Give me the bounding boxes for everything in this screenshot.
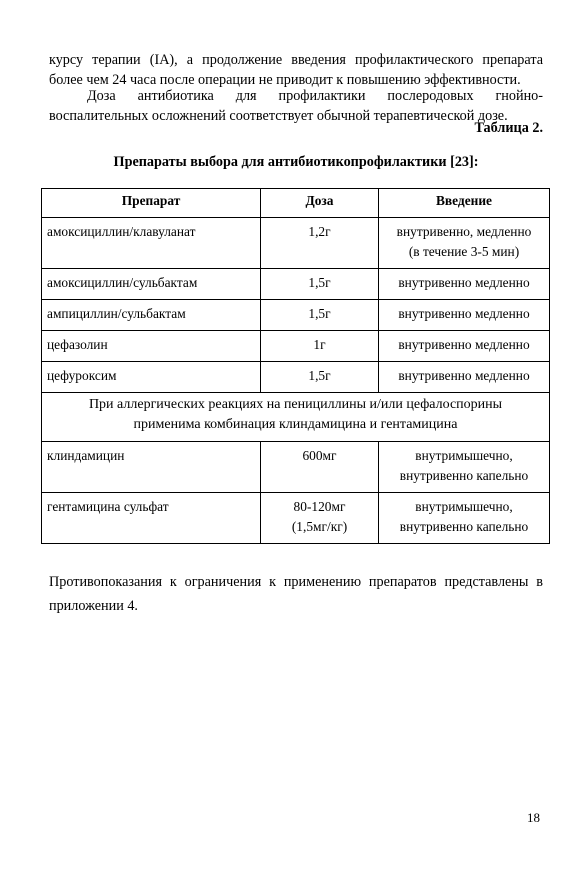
dose-cell [261,331,379,362]
dose-cell [261,269,379,300]
header-drug: Препарат [42,189,261,218]
drug-cell: цефуроксим [42,362,261,393]
drug-cell: гентамицина сульфат [42,493,261,544]
route-line: внутривенно медленно [398,337,530,352]
route-line: внутривенно капельно [399,519,529,534]
dose-cell [261,362,379,393]
route-line: внутримышечно, [415,448,513,463]
header-dose: Доза [261,189,379,218]
table-row [42,218,550,269]
table-row-allergy-note [42,393,550,442]
dose-value: 80-120мг [293,499,346,514]
paragraph-line: более чем 24 часа после операции не приводит к повышению эффективности. [49,72,521,88]
route-line: внутривенно медленно [398,275,530,290]
paragraph-line: курсу терапии (IA), а продолжение введения профилактического препарата [49,52,543,68]
dose-value: 1г [313,337,326,352]
route-cell [379,269,550,300]
header-route: Введение [379,189,550,218]
drug-cell: амоксициллин/клавуланат [42,218,261,269]
route-cell [379,331,550,362]
table-row [42,300,550,331]
route-line: внутривенно медленно [398,306,530,321]
table-row [42,362,550,393]
route-line: внутримышечно, [415,499,513,514]
page-number: 18 [527,810,540,825]
table-row [42,331,550,362]
allergy-note-line: применима комбинация клиндамицина и гентамицина [133,417,458,432]
route-line: внутривенно, медленно [396,224,532,239]
table-row [42,269,550,300]
paragraph-continuation [49,50,543,90]
route-cell [379,442,550,493]
dose-value: 1,5г [308,275,331,290]
route-line: (в течение 3-5 мин) [408,244,520,259]
antibiotic-table [41,188,550,544]
dose-value: (1,5мг/кг) [291,519,348,534]
drug-cell: цефазолин [42,331,261,362]
route-cell [379,493,550,544]
route-line: внутривенно капельно [399,468,529,483]
dose-value: 1,5г [308,306,331,321]
allergy-note-line: При аллергических реакциях на пенициллины и/или цефалоспорины [88,397,503,412]
route-cell [379,300,550,331]
route-cell [379,362,550,393]
table-title: Препараты выбора для антибиотикопрофилактики [23]: [113,154,479,170]
allergy-note [42,393,550,442]
dose-cell [261,493,379,544]
route-line: внутривенно медленно [398,368,530,383]
table-row [42,442,550,493]
dose-value: 1,5г [308,368,331,383]
drug-cell: ампициллин/сульбактам [42,300,261,331]
dose-cell [261,218,379,269]
table-row [42,493,550,544]
paragraph-contraindications: Противопоказания к ограничения к применению препаратов представлены в приложении 4. [49,574,543,614]
dose-cell [261,442,379,493]
paragraph-dose: Доза антибиотика для профилактики послеродовых гнойно-воспалительных осложнений соответствует обычной терапевтической дозе. [49,88,543,124]
drug-cell: амоксициллин/сульбактам [42,269,261,300]
dose-cell [261,300,379,331]
dose-value: 1,2г [308,224,331,239]
route-cell [379,218,550,269]
drug-cell: клиндамицин [42,442,261,493]
dose-value: 600мг [302,448,337,463]
table-label: Таблица 2. [474,120,543,136]
table-header-row [42,189,550,218]
